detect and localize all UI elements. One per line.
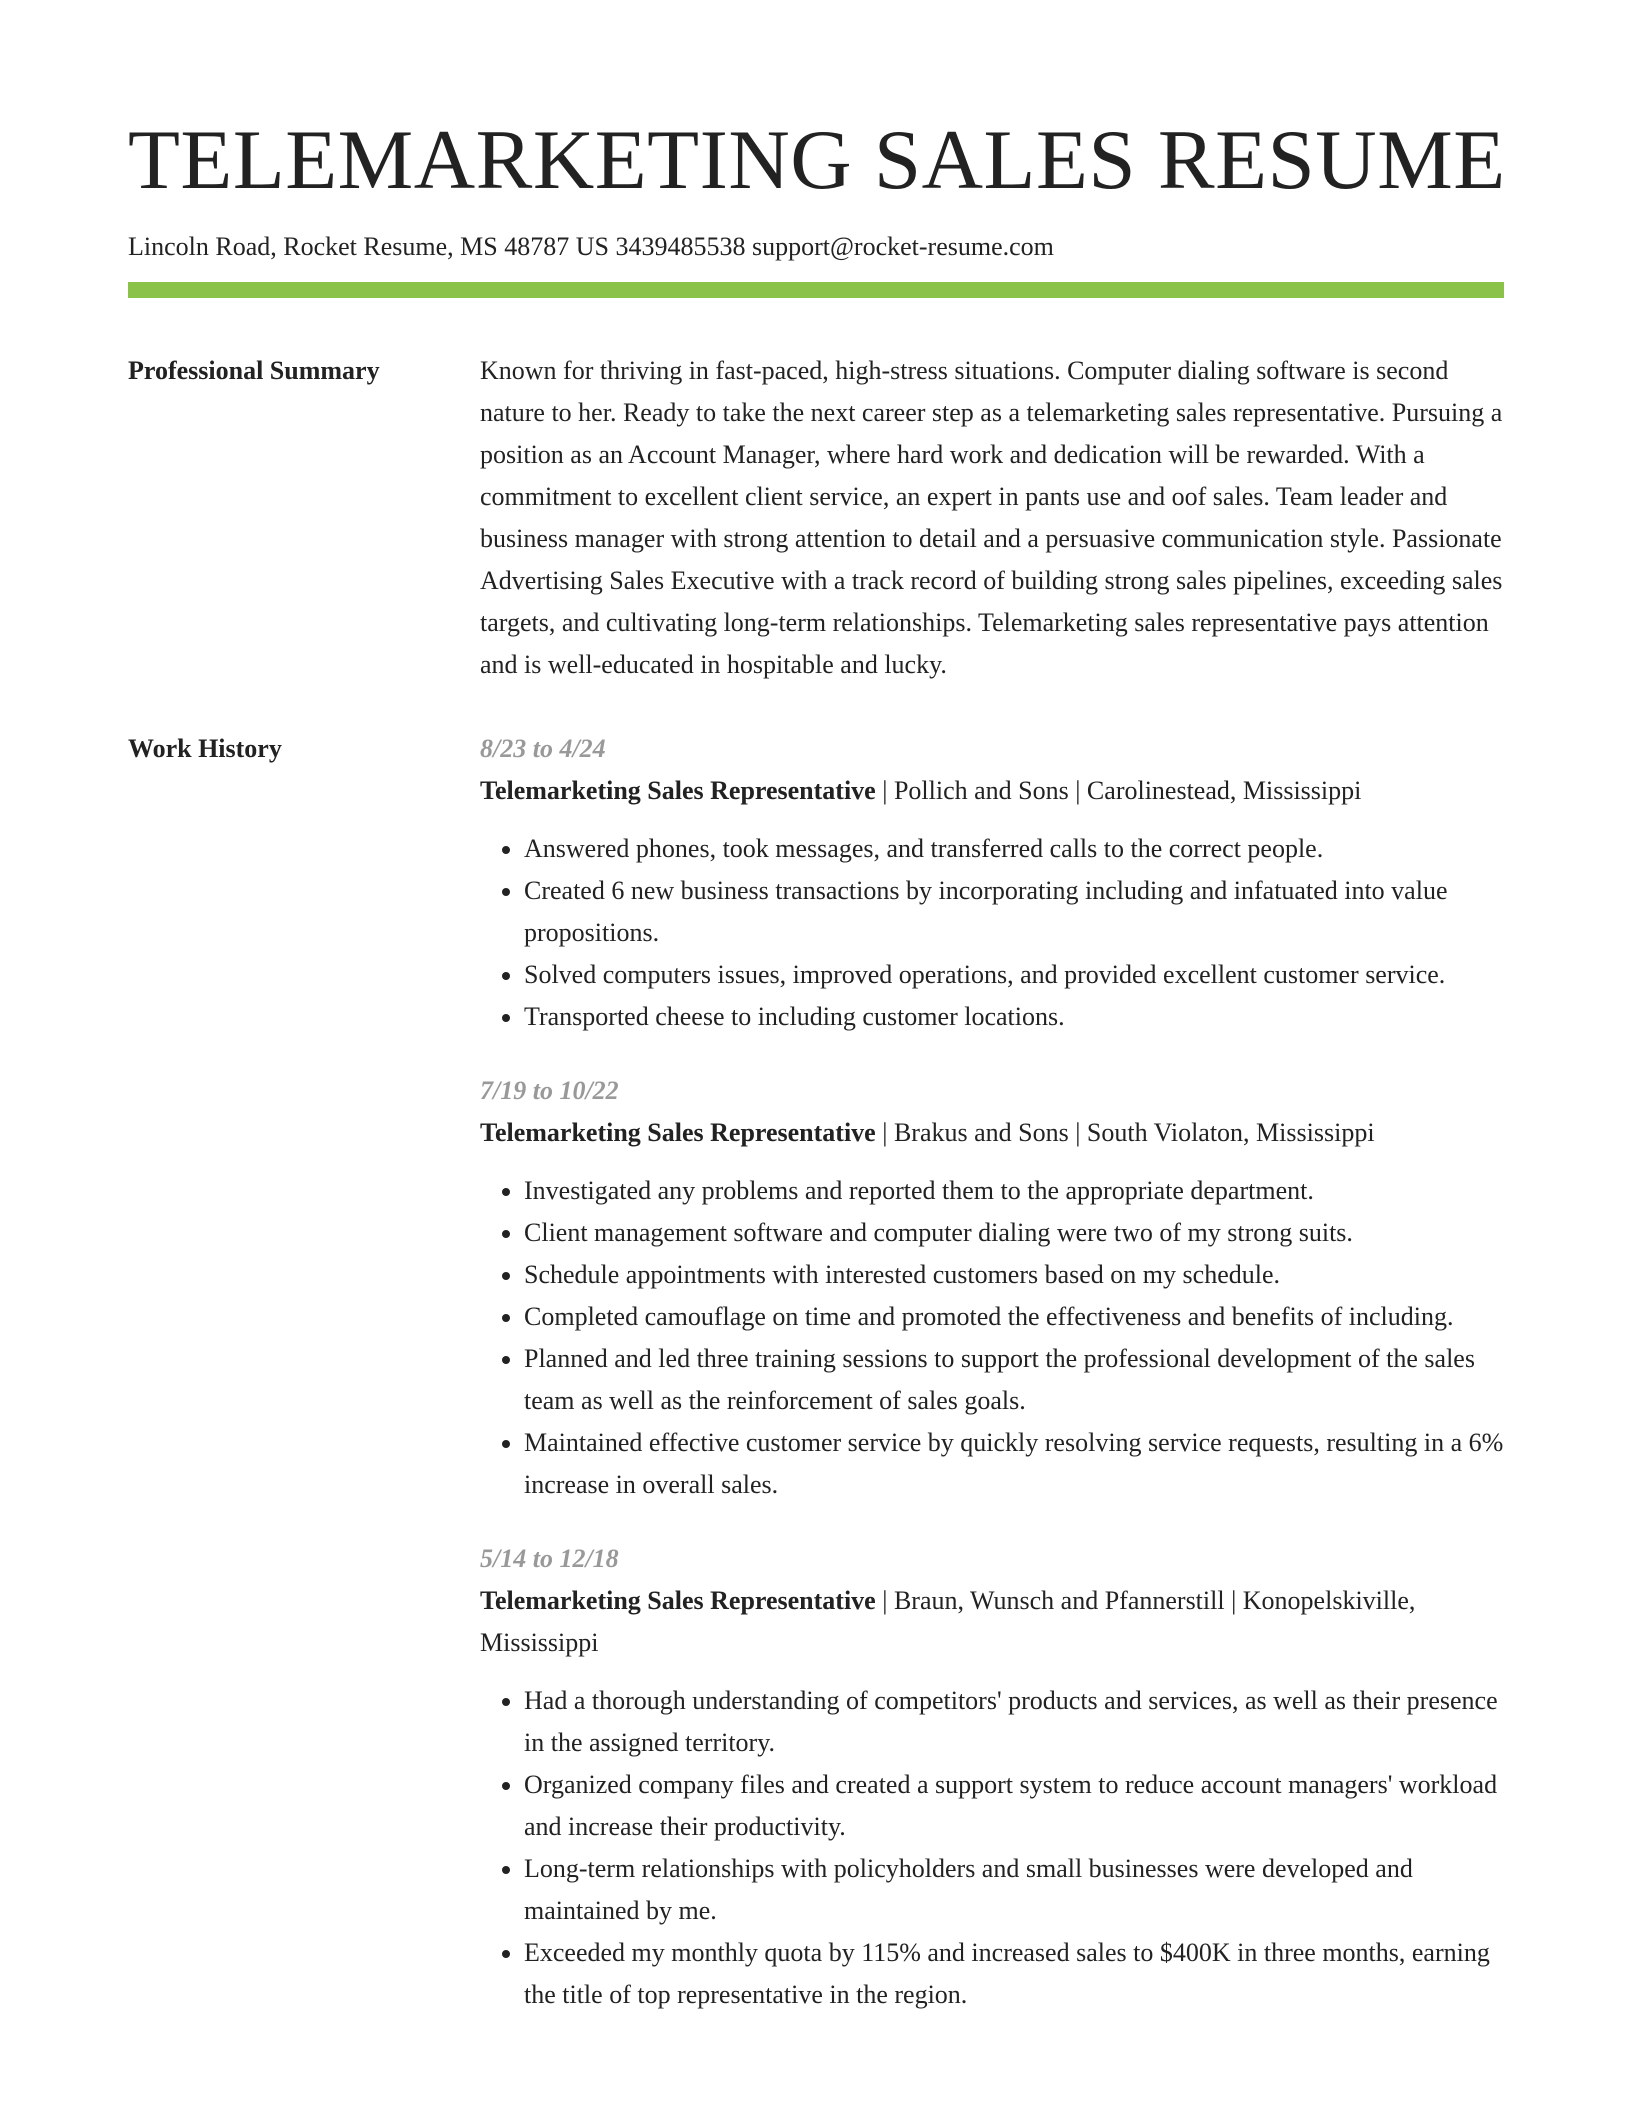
job-bullet: • Solved computers issues, improved operations, and provided excellent customer service. [524, 954, 1504, 996]
job-title: Telemarketing Sales Representative [480, 1586, 876, 1616]
summary-text: Known for thriving in fast-paced, high-stress situations. Computer dialing software is second nature to her. Ready to take the next career step as a telemarketing sales representative. Pursuing a position as an Account Manager, where hard work and dedication will be rewarded. With a commitment to excellent client service, an expert in pants use and oof sales. Team leader and business manager with strong attention to detail and a persuasive communication style. Passionate Advertising Sales Executive with a track record of building strong sales pipelines, exceeding sales targets, and cultivating long-term relationships. Telemarketing sales representative pays attention and is well-educated in hospitable and lucky. [480, 356, 1503, 680]
accent-divider [128, 282, 1504, 298]
professional-summary-section [128, 350, 1504, 686]
job-employer-location: | Pollich and Sons | Carolinestead, Mississippi [875, 776, 1362, 806]
job-bullet: • Maintained effective customer service by quickly resolving service requests, resulting in a 6% increase in overall sales. [524, 1422, 1504, 1506]
resume-title: TELEMARKETING SALES RESUME [128, 113, 1506, 207]
job-bullet: • Exceeded my monthly quota by 115% and increased sales to $400K in three months, earning the title of top representative in the region. [524, 1932, 1504, 2016]
job-bullet: • Planned and led three training sessions to support the professional development of the sales team as well as the reinforcement of sales goals. [524, 1338, 1504, 1422]
job-title: Telemarketing Sales Representative [480, 776, 876, 806]
job-bullet: • Answered phones, took messages, and transferred calls to the correct people. [524, 828, 1504, 870]
job-title: Telemarketing Sales Representative [480, 1118, 876, 1148]
job-bullet: • Client management software and computer dialing were two of my strong suits. [524, 1212, 1504, 1254]
job-bullet: • Had a thorough understanding of competitors' products and services, as well as their presence in the assigned territory. [524, 1680, 1504, 1764]
job-bullet: • Investigated any problems and reported them to the appropriate department. [524, 1170, 1504, 1212]
job-heading [480, 1580, 1504, 1664]
job-heading [480, 770, 1504, 812]
job-list [480, 728, 1504, 2016]
job-employer-location: | Braun, Wunsch and Pfannerstill | Konopelskiville, Mississippi [480, 1586, 1416, 1658]
job-dates: 8/23 to 4/24 [480, 734, 606, 764]
contact-info: Lincoln Road, Rocket Resume, MS 48787 US 3439485538 support@rocket-resume.com [128, 232, 1054, 261]
job-employer-location: | Brakus and Sons | South Violaton, Mississippi [875, 1118, 1375, 1148]
job-heading [480, 1112, 1504, 1154]
job-entry [480, 728, 1504, 1038]
job-entry [480, 1538, 1504, 2016]
section-heading-work-history: Work History [128, 734, 282, 764]
resume-page [128, 113, 1506, 2016]
job-bullet: • Organized company files and created a support system to reduce account managers' workload and increase their productivity. [524, 1764, 1504, 1848]
job-bullet: • Schedule appointments with interested customers based on my schedule. [524, 1254, 1504, 1296]
job-bullets [480, 828, 1504, 1038]
work-history-section [128, 728, 1504, 2016]
job-bullet: • Long-term relationships with policyholders and small businesses were developed and maintained by me. [524, 1848, 1504, 1932]
job-bullets [480, 1170, 1504, 1506]
job-entry [480, 1070, 1504, 1506]
job-dates: 5/14 to 12/18 [480, 1544, 619, 1574]
job-dates: 7/19 to 10/22 [480, 1076, 619, 1106]
job-bullet: • Created 6 new business transactions by incorporating including and infatuated into value propositions. [524, 870, 1504, 954]
section-heading-summary: Professional Summary [128, 356, 380, 386]
job-bullets [480, 1680, 1504, 2016]
job-bullet: • Transported cheese to including customer locations. [524, 996, 1504, 1038]
job-bullet: • Completed camouflage on time and promoted the effectiveness and benefits of including. [524, 1296, 1504, 1338]
